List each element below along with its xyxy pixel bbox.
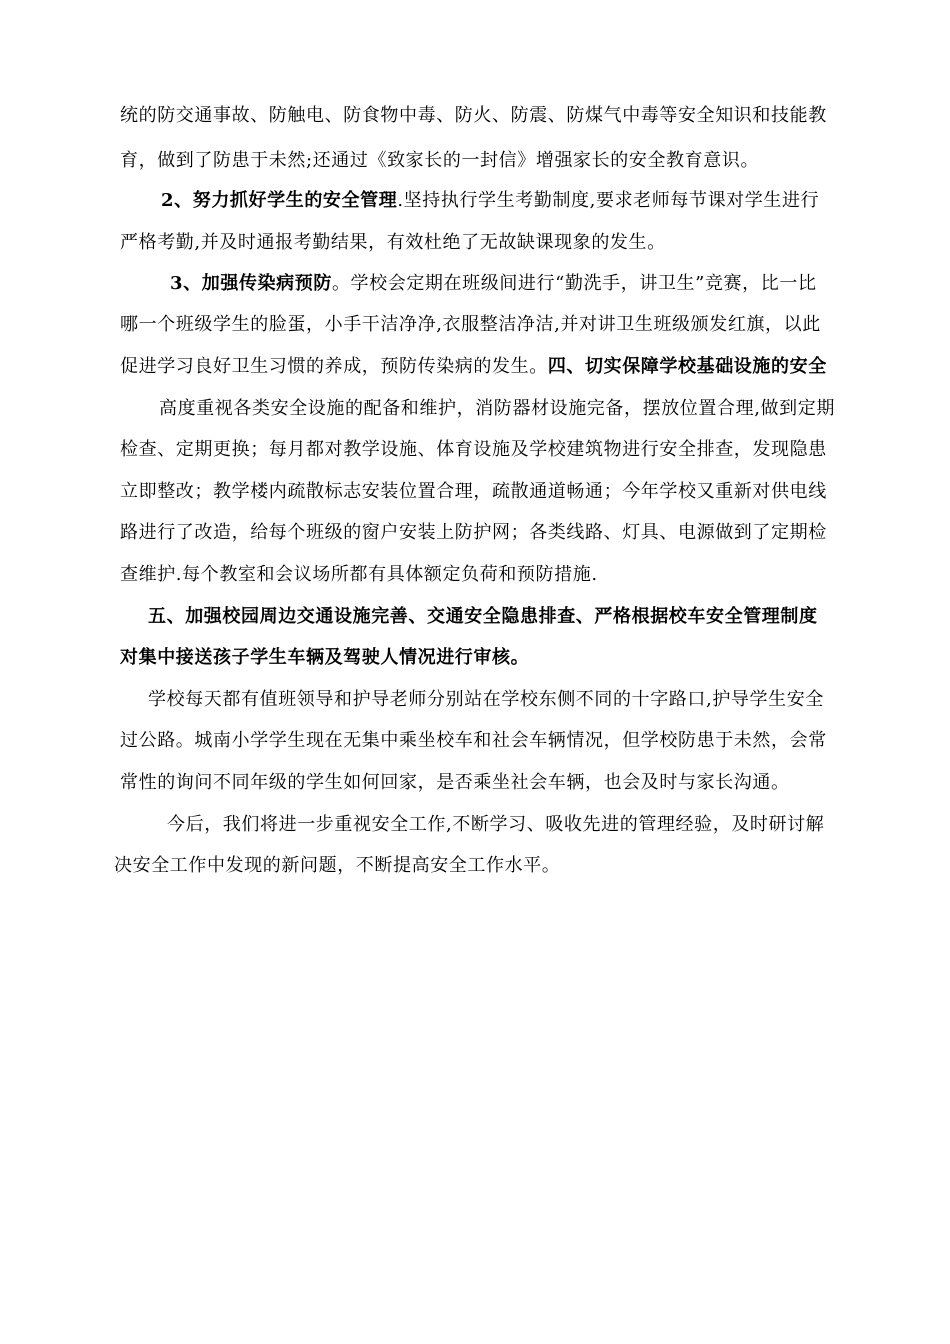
text-line [120, 729, 827, 753]
text-line [120, 313, 821, 337]
body-text: 。学校会定期在班级间进行“勤洗手，讲卫生”竞赛，比一比 [331, 273, 817, 294]
text-line [120, 231, 666, 255]
text-line [161, 189, 819, 213]
body-text: 促进学习良好卫生习惯的养成，预防传染病的发生。 [120, 356, 548, 377]
text-line [148, 605, 818, 629]
body-text: 今后，我们将进一步重视安全工作,不断学习、吸收先进的管理经验，及时研讨解 [167, 814, 825, 835]
text-line [120, 646, 529, 670]
body-text: 检查、定期更换；每月都对教学设施、体育设施及学校建筑物进行安全排查，发现隐患 [120, 439, 827, 460]
body-text: 哪一个班级学生的脸蛋，小手干洁净净,衣服整洁净洁,并对讲卫生班级颁发红旗，以此 [120, 314, 821, 335]
text-line [159, 397, 835, 421]
body-text: 立即整改；教学楼内疏散标志安装位置合理，疏散通道畅通；今年学校又重新对供电线 [120, 481, 827, 502]
body-text: 过公路。城南小学学生现在无集中乘坐校车和社会车辆情况，但学校防患于未然，会常 [120, 730, 827, 751]
text-line [120, 438, 827, 462]
section-heading: 3、加强传染病预防 [170, 273, 332, 294]
body-text: 高度重视各类安全设施的配备和维护，消防器材设施完备，摆放位置合理,做到定期 [159, 398, 835, 419]
text-line [120, 563, 598, 587]
text-line [120, 355, 827, 379]
section-heading: 对集中接送孩子学生车辆及驾驶人情况进行审核。 [120, 647, 530, 668]
body-text: 路进行了改造，给每个班级的窗户安装上防护网；各类线路、灯具、电源做到了定期检 [120, 522, 827, 543]
text-line [170, 272, 817, 296]
body-text: 严格考勤,并及时通报考勤结果，有效杜绝了无故缺课现象的发生。 [120, 232, 666, 253]
text-line [114, 854, 560, 878]
text-line [167, 813, 824, 837]
text-line [120, 521, 827, 545]
text-line [120, 771, 790, 795]
text-line [120, 480, 827, 504]
text-line [148, 688, 824, 712]
section-heading: 2、努力抓好学生的安全管理 [161, 190, 398, 211]
body-text: 育，做到了防患于未然;还通过《致家长的一封信》增强家长的安全教育意识。 [120, 150, 760, 171]
section-heading: 五、加强校园周边交通设施完善、交通安全隐患排查、严格根据校车安全管理制度 [148, 606, 818, 627]
text-line [120, 149, 759, 173]
section-heading: 四、切实保障学校基础设施的安全 [547, 356, 827, 377]
body-text: 查维护.每个教室和会议场所都有具体额定负荷和预防措施. [120, 564, 598, 585]
body-text: 统的防交通事故、防触电、防食物中毒、防火、防震、防煤气中毒等安全知识和技能教 [120, 105, 827, 126]
body-text: 常性的询问不同年级的学生如何回家，是否乘坐社会车辆，也会及时与家长沟通。 [120, 772, 790, 793]
body-text: 学校每天都有值班领导和护导老师分别站在学校东侧不同的十字路口,护导学生安全 [148, 689, 824, 710]
body-text: .坚持执行学生考勤制度,要求老师每节课对学生进行 [397, 190, 820, 211]
body-text: 决安全工作中发现的新问题，不断提高安全工作水平。 [114, 855, 561, 876]
text-line [120, 104, 827, 128]
